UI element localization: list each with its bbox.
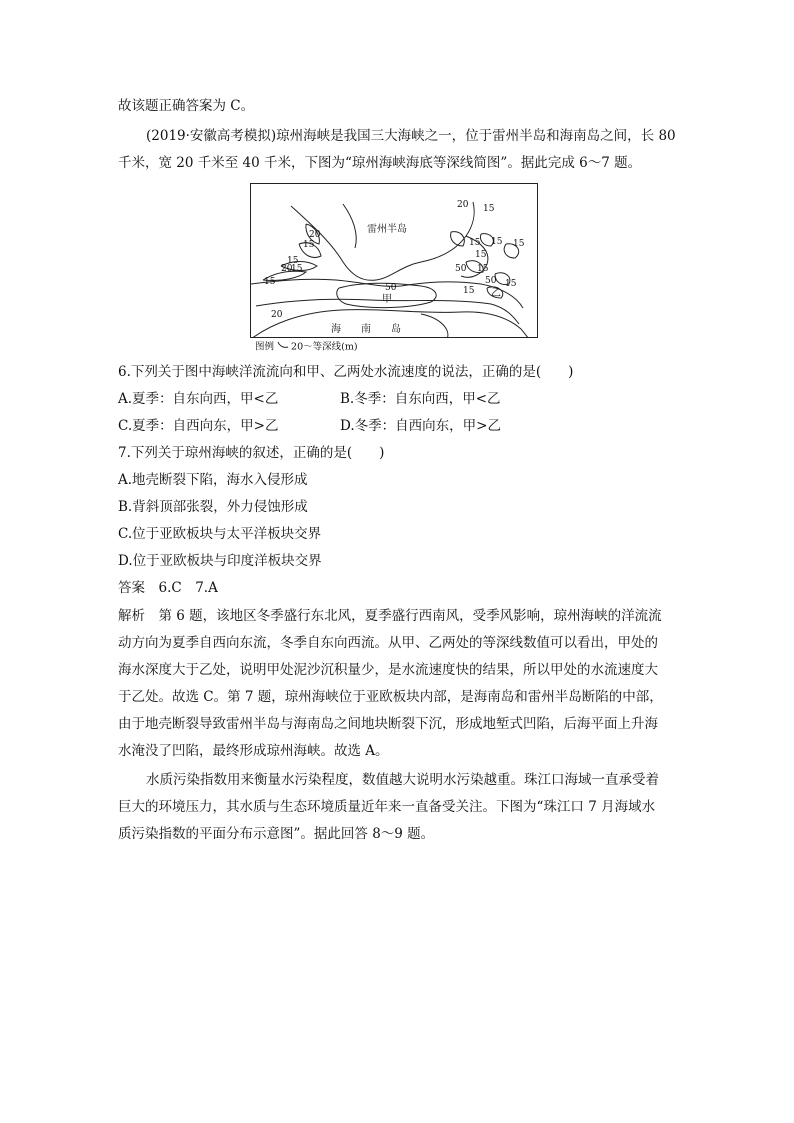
contour-label: 20 (281, 264, 293, 274)
contour-label: 50 (485, 276, 497, 286)
legend-text: 20～等深线(m) (291, 341, 358, 353)
contour-label: 15 (491, 237, 503, 247)
contour-label: 20 (271, 310, 283, 320)
contour-label: 15 (463, 286, 475, 296)
next-context-line-1: 水质污染指数用来衡量水污染程度，数值越大说明水污染越重。珠江口海域一直承受着 (146, 772, 659, 788)
strait-depth-map (250, 183, 538, 338)
contour-label: 15 (469, 238, 481, 248)
explanation-line-3: 海水深度大于乙处，说明甲处泥沙沉积量少，是水流速度快的结果，所以甲处的水流速度大 (118, 662, 658, 678)
question-6-option-c: C.夏季：自西向东，甲>乙 (118, 418, 279, 434)
intro-answer: 故该题正确答案为 C。 (118, 98, 255, 114)
next-context-line-3: 质污染指数的平面分布示意图”。据此回答 8～9 题。 (118, 826, 435, 842)
contour-label: 20 (309, 230, 321, 240)
question-7-option-b: B.背斜顶部张裂，外力侵蚀形成 (118, 499, 308, 515)
label-leizhou-peninsula: 雷州半岛 (367, 224, 407, 235)
contour-label: 15 (264, 277, 276, 287)
explanation-line-4: 于乙处。故选 C。第 7 题，琼州海峡位于亚欧板块内部，是海南岛和雷州半岛断陷的中部， (118, 689, 663, 705)
contour-label: 15 (287, 256, 299, 266)
question-6-option-a: A.夏季：自东向西，甲<乙 (118, 391, 279, 407)
label-hainan-island: 海 南 岛 (331, 324, 401, 335)
question-6-stem: 6.下列关于图中海峡洋流流向和甲、乙两处水流速度的说法，正确的是( ) (118, 364, 574, 380)
label-yi: 乙 (491, 288, 501, 299)
question-6-option-d: D.冬季：自西向东，甲>乙 (340, 418, 501, 434)
east-lobe-1 (451, 232, 465, 246)
contour-label: 15 (483, 204, 495, 214)
contour-label: 15 (475, 250, 487, 260)
contour-label: 50 (385, 283, 397, 293)
contour-label: 15 (513, 239, 525, 249)
question-6-option-b: B.冬季：自东向西，甲<乙 (340, 391, 501, 407)
explanation-line-6: 水淹没了凹陷，最终形成琼州海峡。故选 A。 (118, 743, 389, 759)
legend-prefix: 图例 (255, 341, 275, 353)
explanation-line-1: 解析 第 6 题，该地区冬季盛行东北风，夏季盛行西南风，受季风影响，琼州海峡的洋流流 (118, 608, 662, 624)
contour-label: 50 (455, 264, 467, 274)
peninsula-inlet (343, 204, 356, 248)
contour-label: 15 (291, 264, 303, 274)
explanation-line-5: 由于地壳断裂导致雷州半岛与海南岛之间地块断裂下沉，形成地堑式凹陷，后海平面上升海 (118, 716, 658, 732)
question-7-option-c: C.位于亚欧板块与太平洋板块交界 (118, 526, 322, 542)
context-line-2: 千米，宽 20 千米至 40 千米，下图为“琼州海峡海底等深线简图”。据此完成 6～7 题。 (118, 155, 642, 171)
contour-label: 20 (457, 200, 469, 210)
peninsula-coast (291, 202, 474, 280)
context-line-1: (2019·安徽高考模拟)琼州海峡是我国三大海峡之一，位于雷州半岛和海南岛之间，长 80 (146, 128, 676, 144)
answer-line: 答案 6.C 7.A (118, 580, 218, 596)
label-jia: 甲 (382, 294, 392, 305)
next-context-line-2: 巨大的环境压力，其水质与生态环境质量近年来一直备受关注。下图为“珠江口 7 月海域水 (118, 799, 656, 815)
question-7-stem: 7.下列关于琼州海峡的叙述，正确的是( ) (118, 445, 385, 461)
hainan-bay (421, 314, 448, 338)
question-7-option-a: A.地壳断裂下陷，海水入侵形成 (118, 472, 308, 488)
question-7-option-d: D.位于亚欧板块与印度洋板块交界 (118, 553, 322, 569)
contour-label: 15 (505, 279, 517, 289)
contour-line-icon (277, 340, 291, 354)
contour-label: 15 (477, 264, 489, 274)
map-legend (255, 340, 358, 355)
contour-label: 15 (303, 240, 315, 250)
explanation-line-2: 动方向为夏季自西向东流，冬季自东向西流。从甲、乙两处的等深线数值可以看出，甲处的 (118, 635, 658, 651)
